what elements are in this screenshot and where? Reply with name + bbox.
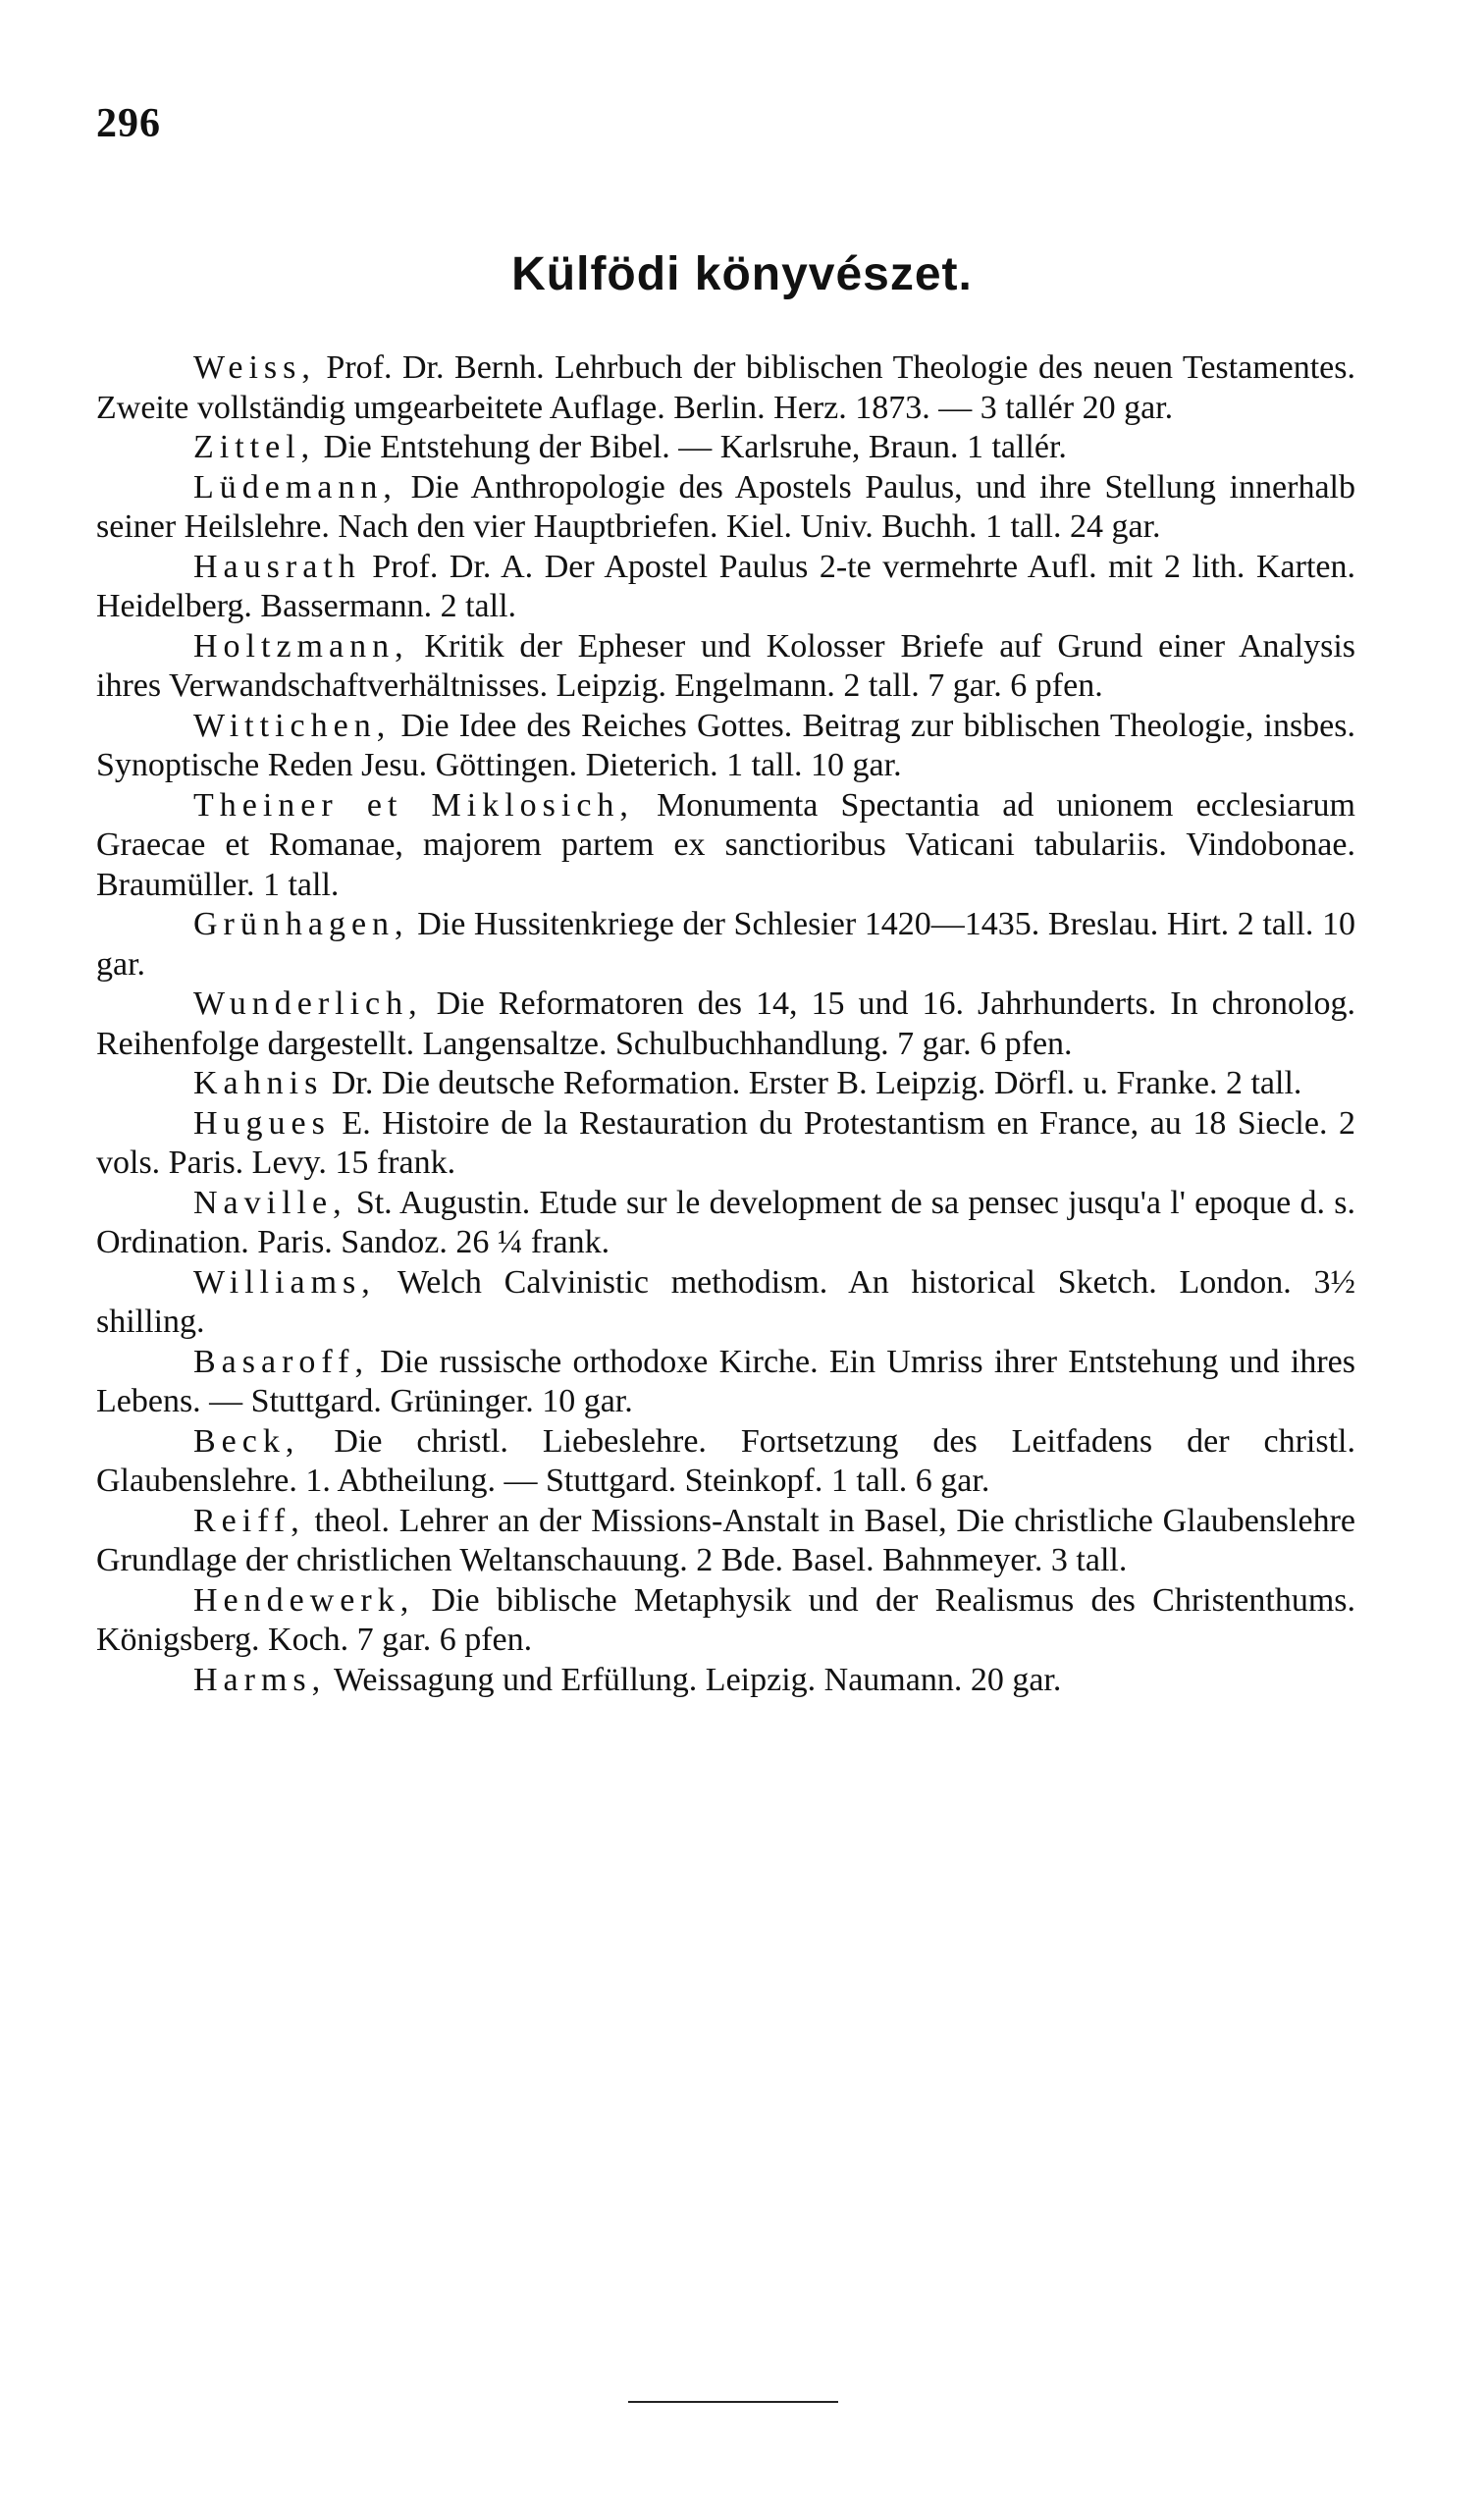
entry-text: Die Reformatoren des 14, 15 und 16. Jahrhunderts. In chronolog. Reihenfolge dargestellt. Langensaltze. Schulbuchhandlung. 7 gar. 6 pfen.: [96, 985, 1355, 1062]
entry-text: Prof. Dr. A. Der Apostel Paulus 2-te vermehrte Aufl. mit 2 lith. Karten. Heidelberg. Bassermann. 2 tall.: [96, 548, 1355, 624]
bibliography-entry: [96, 1064, 1355, 1104]
entry-text: theol. Lehrer an der Missions-Anstalt in Basel, Die christliche Glaubenslehre Grundlage der christlichen Weltanschauung. 2 Bde. Basel. Bahnmeyer. 3 tall.: [96, 1502, 1355, 1578]
entry-text: Dr. Die deutsche Reformation. Erster B. Leipzig. Dörfl. u. Franke. 2 tall.: [323, 1065, 1302, 1101]
closing-rule: [628, 2401, 838, 2403]
entry-text: St. Augustin. Etude sur le development de sa pensec jusqu'a l' epoque d. s. Ordination. Paris. Sandoz. 26 ¼ frank.: [96, 1184, 1355, 1260]
entry-author: Theiner et Miklosich,: [193, 786, 634, 824]
bibliography-entry: [96, 707, 1355, 786]
entry-author: Kahnis: [193, 1065, 324, 1101]
entry-author: Hausrath: [193, 548, 361, 585]
bibliography-entry: [96, 1343, 1355, 1422]
bibliography-entry: [96, 985, 1355, 1064]
entry-author: Grünhagen,: [193, 906, 409, 942]
bibliography-entry: [96, 1184, 1355, 1263]
entry-text: Die Idee des Reiches Gottes. Beitrag zur biblischen Theologie, insbes. Synoptische Reden Jesu. Göttingen. Dieterich. 1 tall. 10 gar.: [96, 707, 1355, 783]
bibliography-list: [96, 348, 1355, 1700]
entry-author: Zittel,: [193, 429, 316, 465]
entry-author: Wunderlich,: [193, 985, 423, 1022]
bibliography-entry: [96, 1422, 1355, 1502]
entry-author: Holtzmann,: [193, 627, 409, 665]
bibliography-entry: [96, 548, 1355, 627]
entry-author: Lüdemann,: [193, 468, 398, 506]
entry-text: Die biblische Metaphysik und der Realismus des Christenthums. Königsberg. Koch. 7 gar. 6 pfen.: [96, 1581, 1355, 1658]
page-number: 296: [96, 101, 161, 146]
bibliography-entry: [96, 468, 1355, 548]
bibliography-entry: [96, 1581, 1355, 1661]
entry-text: E. Histoire de la Restauration du Protestantism en France, au 18 Siecle. 2 vols. Paris. Levy. 15 frank.: [96, 1104, 1355, 1181]
entry-author: Harms,: [193, 1661, 327, 1698]
entry-text: Welch Calvinistic methodism. An historical Sketch. London. 3½ shilling.: [96, 1263, 1355, 1340]
bibliography-entry: [96, 627, 1355, 707]
entry-author: Naville,: [193, 1184, 347, 1221]
entry-text: Weissagung und Erfüllung. Leipzig. Naumann. 20 gar.: [326, 1661, 1062, 1698]
bibliography-entry: [96, 428, 1355, 468]
bibliography-entry: [96, 1661, 1355, 1701]
bibliography-entry: [96, 348, 1355, 428]
entry-text: Die christl. Liebeslehre. Fortsetzung des Leitfadens der christl. Glaubenslehre. 1. Abtheilung. — Stuttgard. Steinkopf. 1 tall. 6 gar.: [96, 1422, 1355, 1499]
bibliography-entry: [96, 1104, 1355, 1184]
bibliography-entry: [96, 905, 1355, 985]
entry-text: Die Anthropologie des Apostels Paulus, und ihre Stellung innerhalb seiner Heilslehre. Nach den vier Hauptbriefen. Kiel. Univ. Buchh. 1 tall. 24 gar.: [96, 468, 1355, 545]
entry-text: Kritik der Epheser und Kolosser Briefe auf Grund einer Analysis ihres Verwandschaftverhältnisses. Leipzig. Engelmann. 2 tall. 7 gar. 6 pfen.: [96, 627, 1355, 704]
entry-text: Die Hussitenkriege der Schlesier 1420—1435. Breslau. Hirt. 2 tall. 10 gar.: [96, 906, 1355, 983]
entry-author: Wittichen,: [193, 707, 392, 744]
entry-author: Weiss,: [193, 349, 316, 386]
bibliography-entry: [96, 1263, 1355, 1343]
entry-author: Hendewerk,: [193, 1581, 415, 1619]
bibliography-entry: [96, 1502, 1355, 1581]
entry-author: Basaroff,: [193, 1343, 369, 1380]
entry-text: Die russische orthodoxe Kirche. Ein Umriss ihrer Entstehung und ihres Lebens. — Stuttgard. Grüninger. 10 gar.: [96, 1343, 1355, 1419]
page-title: Külfödi könyvészet.: [511, 248, 973, 300]
entry-text: Die Entstehung der Bibel. — Karlsruhe, Braun. 1 tallér.: [315, 429, 1067, 465]
entry-text: Prof. Dr. Bernh. Lehrbuch der biblischen Theologie des neuen Testamentes. Zweite vollständig umgearbeitete Auflage. Berlin. Herz. 1873. — 3 tallér 20 gar.: [96, 349, 1355, 426]
entry-author: Beck,: [193, 1422, 300, 1460]
entry-author: Williams,: [193, 1263, 376, 1301]
entry-author: Hugues: [193, 1104, 331, 1142]
bibliography-entry: [96, 786, 1355, 906]
entry-author: Reiff,: [193, 1502, 305, 1539]
entry-text: Monumenta Spectantia ad unionem ecclesiarum Graecae et Romanae, majorem partem ex sanctioribus Vaticani tabulariis. Vindobonae. Braumüller. 1 tall.: [96, 786, 1355, 903]
